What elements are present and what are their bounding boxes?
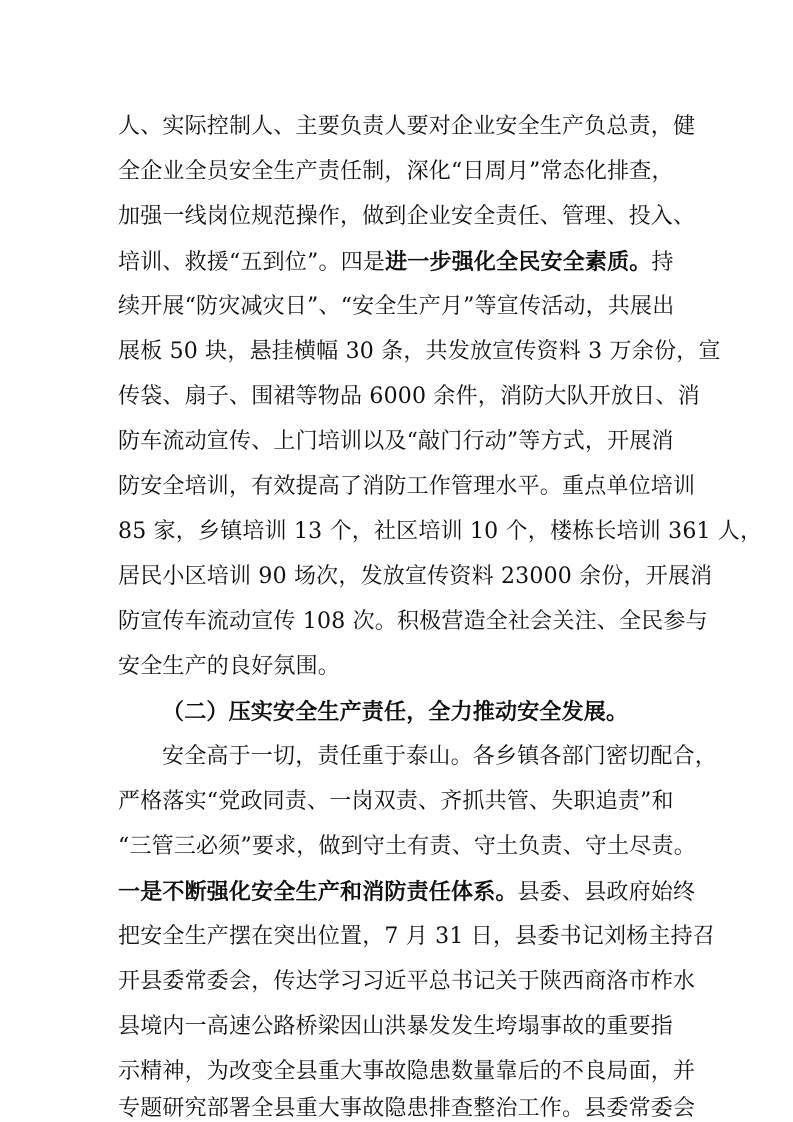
text-run: 把安全生产摆在突出位置，7 月 31 日，县委书记刘杨主持召 bbox=[118, 924, 715, 949]
text-line bbox=[118, 789, 678, 815]
text-run: 全企业全员安全生产责任制，深化“日周月”常态化排查， bbox=[118, 159, 674, 184]
text-line bbox=[118, 654, 678, 680]
text-line bbox=[118, 249, 678, 276]
text-line bbox=[118, 609, 708, 635]
text-run: 续开展“防灾减灾日”、“安全生产月”等宣传活动，共展出 bbox=[118, 294, 675, 319]
text-run: 安全生产的良好氛围。 bbox=[118, 654, 341, 679]
text-line bbox=[162, 744, 722, 770]
text-line bbox=[118, 1059, 696, 1085]
text-line bbox=[118, 879, 696, 906]
text-run: 示精神，为改变全县重大事故隐患数量靠后的不良局面，并 bbox=[118, 1059, 696, 1084]
text-run: 培训、救援“五到位”。四是 bbox=[118, 250, 386, 275]
text-run: “三管三必须”要求，做到守土有责、守土负责、守土尽责。 bbox=[118, 834, 696, 859]
text-run: 持 bbox=[651, 250, 674, 275]
text-run: 防车流动宣传、上门培训以及“敲门行动”等方式，开展消 bbox=[118, 429, 674, 454]
text-run: 防安全培训，有效提高了消防工作管理水平。重点单位培训 bbox=[118, 474, 696, 499]
text-run: 展板 50 块，悬挂横幅 30 条，共发放宣传资料 3 万余份，宣 bbox=[118, 339, 721, 364]
text-run: 县委、县政府始终 bbox=[517, 880, 696, 905]
text-line bbox=[118, 474, 696, 500]
text-run: 县境内一高速公路桥梁因山洪暴发发生垮塌事故的重要指 bbox=[118, 1014, 674, 1039]
text-line bbox=[118, 294, 678, 320]
text-line bbox=[118, 564, 713, 590]
text-run: 开县委常委会，传达学习习近平总书记关于陕西商洛市柞水 bbox=[118, 969, 696, 994]
text-line bbox=[118, 1096, 696, 1122]
text-run: 居民小区培训 90 场次，发放宣传资料 23000 余份，开展消 bbox=[118, 564, 713, 589]
text-run: 专题研究部署全县重大事故隐患排查整治工作。县委常委会 bbox=[118, 1096, 696, 1121]
text-line bbox=[118, 924, 715, 950]
text-line bbox=[118, 204, 696, 230]
text-line bbox=[118, 519, 763, 545]
text-run: 传袋、扇子、围裙等物品 6000 余件，消防大队开放日、消 bbox=[118, 384, 700, 409]
text-line bbox=[118, 339, 721, 365]
section-heading-text: （二）压实安全生产责任，全力推动安全发展。 bbox=[162, 699, 629, 725]
bold-heading-run: 进一步强化全民安全素质。 bbox=[385, 249, 652, 275]
text-run: 安全高于一切，责任重于泰山。各乡镇各部门密切配合， bbox=[162, 744, 718, 769]
text-line bbox=[118, 834, 696, 860]
text-line bbox=[118, 969, 696, 995]
text-run: 人、实际控制人、主要负责人要对企业安全生产负总责，健 bbox=[118, 114, 696, 139]
text-line bbox=[118, 429, 678, 455]
text-run: 85 家，乡镇培训 13 个，社区培训 10 个，楼栋长培训 361 人， bbox=[118, 519, 763, 544]
text-line bbox=[118, 1014, 678, 1040]
text-line bbox=[118, 159, 678, 185]
text-run: 防宣传车流动宣传 108 次。积极营造全社会关注、全民参与 bbox=[118, 609, 708, 634]
bold-heading-run: 一是不断强化安全生产和消防责任体系。 bbox=[118, 879, 518, 905]
text-run: 加强一线岗位规范操作，做到企业安全责任、管理、投入、 bbox=[118, 204, 696, 229]
text-run: 严格落实“党政同责、一岗双责、齐抓共管、失职追责”和 bbox=[118, 789, 674, 814]
text-line bbox=[118, 114, 696, 140]
text-line bbox=[118, 384, 700, 410]
section-heading bbox=[162, 699, 722, 726]
